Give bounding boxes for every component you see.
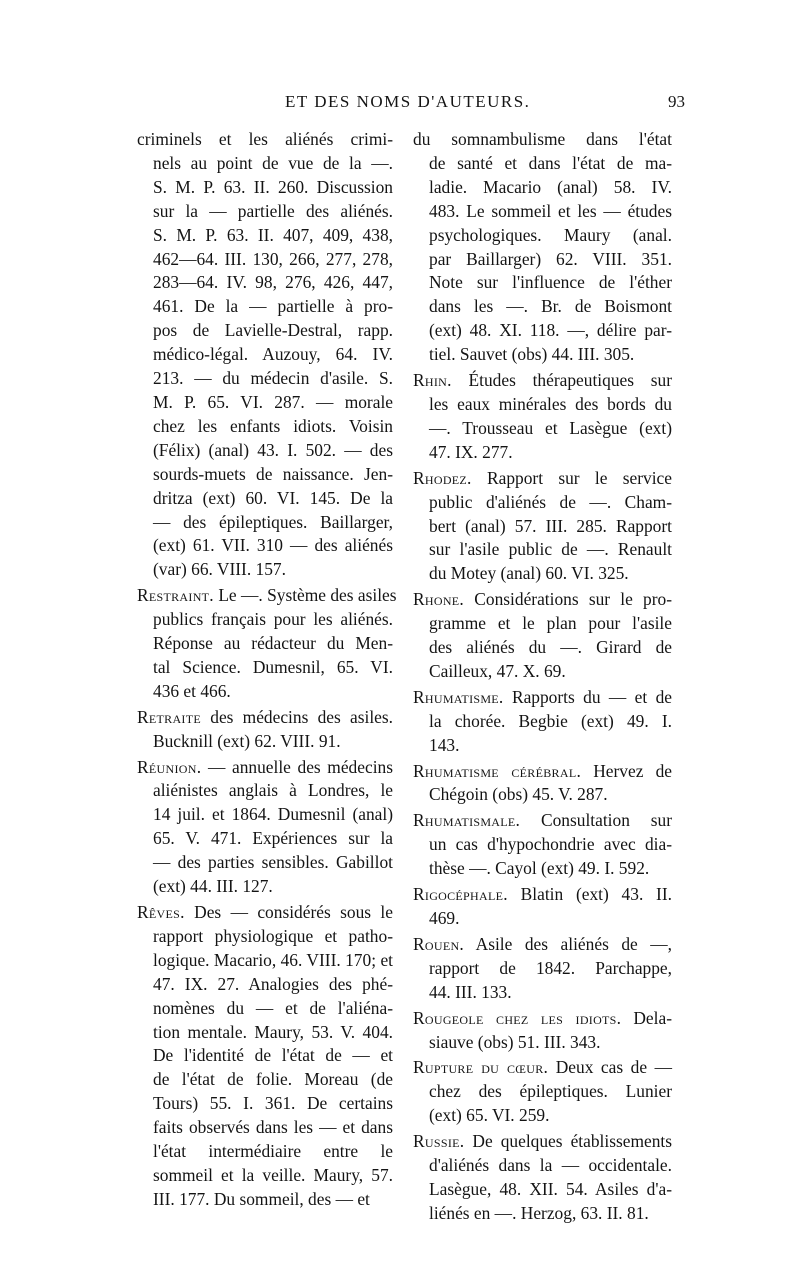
entry-text: 436 et 466. (153, 680, 231, 701)
entry-line (413, 200, 672, 224)
entry-text: (ext) 61. VII. 310 — des aliénés (153, 535, 393, 556)
running-title: ET DES NOMS D'AUTEURS. (285, 92, 531, 111)
entry-line (429, 857, 672, 881)
entry-line (153, 803, 393, 827)
entry-text: —. Trousseau et Lasègue (ext) (429, 417, 672, 438)
entry-text: 283—64. IV. 98, 276, 426, 447, (153, 272, 393, 293)
entry-text: dritza (ext) 60. VI. 145. De la (153, 487, 393, 508)
entry-line (413, 248, 672, 272)
entry-line (429, 393, 672, 417)
entry-text: tion mentale. Maury, 53. V. 404. (153, 1021, 393, 1042)
entry-line (153, 1140, 393, 1164)
entry-text: Bucknill (ext) 62. VIII. 91. (153, 730, 341, 751)
entry-text: un cas d'hypochondrie avec dia- (429, 834, 672, 855)
entry-line (413, 883, 672, 907)
entry-text: d'aliénés dans la — occidentale. (429, 1155, 672, 1176)
entry-line (137, 248, 393, 272)
entry-text: Hervez de (593, 760, 672, 781)
entry-line (429, 441, 672, 465)
entry-line (429, 1202, 672, 1226)
entry-headword: Rhumatismale. (413, 810, 521, 831)
index-entry (413, 686, 672, 758)
entry-text: Rapport sur le service (487, 467, 672, 488)
entry-text: siauve (obs) 51. III. 343. (429, 1031, 601, 1052)
entry-headword: Rhin. (413, 370, 452, 391)
entry-text: M. P. 65. VI. 287. — morale (153, 391, 393, 412)
entry-line (137, 176, 393, 200)
entry-line (137, 271, 393, 295)
entry-line (153, 949, 393, 973)
entry-line (413, 760, 672, 784)
entry-line (429, 981, 672, 1005)
entry-text: sur la — partielle des aliénés. (153, 200, 393, 221)
entry-headword: Restraint. (137, 585, 214, 606)
entry-headword: Rupture du cœur. (413, 1057, 549, 1078)
entry-line (413, 319, 672, 343)
entry-line (153, 1021, 393, 1045)
entry-text: (var) 66. VIII. 157. (153, 559, 286, 580)
entry-text: de l'état de folie. Moreau (de (153, 1069, 393, 1090)
entry-headword: Rigocéphale. (413, 884, 508, 905)
entry-line (153, 973, 393, 997)
index-entry-continued (137, 128, 393, 582)
index-entry (413, 1130, 672, 1226)
entry-line (137, 487, 393, 511)
entry-text: Études thérapeutiques sur (468, 370, 672, 391)
entry-text: nomènes du — et de l'aliéna- (153, 997, 393, 1018)
index-entry (413, 588, 672, 684)
entry-line (153, 1116, 393, 1140)
entry-text: 462—64. III. 130, 266, 277, 278, (153, 248, 393, 269)
entry-text: du Motey (anal) 60. VI. 325. (429, 563, 629, 584)
entry-line (137, 391, 393, 415)
entry-headword: Rêves. (137, 902, 185, 922)
entry-line (137, 534, 393, 558)
entry-text: criminels et les aliénés crimi- (137, 129, 393, 149)
entry-text: Tours) 55. I. 361. De certains (153, 1093, 393, 1114)
entry-text: des médecins des asiles. (210, 706, 393, 727)
entry-line (137, 901, 393, 925)
index-entry (413, 809, 672, 881)
entry-line (413, 295, 672, 319)
entry-line (137, 367, 393, 391)
entry-line (153, 925, 393, 949)
entry-line (413, 271, 672, 295)
entry-text: logique. Macario, 46. VIII. 170; et (153, 949, 393, 970)
entry-headword: Rhodez. (413, 467, 472, 488)
entry-line (153, 608, 393, 632)
entry-line (137, 200, 393, 224)
index-entry (413, 760, 672, 808)
entry-text: Lasègue, 48. XII. 54. Asiles d'a- (429, 1178, 672, 1199)
entry-line (413, 176, 672, 200)
entry-text: la chorée. Begbie (ext) 49. I. (429, 710, 672, 731)
entry-text: 461. De la — partielle à pro- (153, 296, 393, 317)
entry-text: De l'identité de l'état de — et (153, 1045, 393, 1066)
entry-text: psychologiques. Maury (anal. (429, 224, 672, 245)
entry-headword: Rhumatisme. (413, 686, 504, 707)
entry-line (429, 636, 672, 660)
entry-line (137, 439, 393, 463)
entry-line (153, 779, 393, 803)
entry-text: pos de Lavielle-Destral, rapp. (153, 320, 393, 341)
index-entry (413, 933, 672, 1005)
entry-headword: Retraite (137, 706, 201, 727)
index-entry (137, 584, 397, 704)
entry-text: gramme et le plan pour l'asile (429, 613, 672, 634)
entry-text: sur l'asile public de —. Renault (429, 539, 672, 560)
entry-line (413, 369, 672, 393)
entry-line (429, 515, 672, 539)
entry-text: 213. — du médecin d'asile. S. (153, 368, 393, 389)
entry-line (137, 128, 393, 152)
entry-text: — des parties sensibles. Gabillot (153, 852, 393, 873)
entry-text: S. M. P. 63. II. 260. Discussion (153, 176, 393, 197)
entry-line (153, 875, 393, 899)
entry-line (429, 710, 672, 734)
entry-text: Consultation sur (541, 810, 672, 831)
entry-text: rapport de 1842. Parchappe, (429, 957, 672, 978)
entry-line (137, 584, 397, 608)
entry-text: tiel. Sauvet (obs) 44. III. 305. (429, 344, 635, 365)
entry-text: tal Science. Dumesnil, 65. VI. (153, 656, 393, 677)
entry-line (429, 833, 672, 857)
entry-text: Note sur l'influence de l'éther (429, 272, 672, 293)
entry-line (153, 1044, 393, 1068)
entry-text: De quelques établissements (472, 1131, 672, 1152)
entry-line (429, 660, 672, 684)
index-entry (413, 467, 672, 587)
index-entry (137, 901, 393, 1212)
entry-text: rapport physiologique et patho- (153, 925, 393, 946)
entry-headword: Rougeole chez les idiots. (413, 1007, 622, 1028)
entry-line (429, 538, 672, 562)
entry-line (429, 1104, 672, 1128)
entry-text: faits observés dans les — et dans (153, 1117, 393, 1138)
entry-line (413, 1007, 672, 1031)
entry-text: chez les enfants idiots. Voisin (153, 415, 393, 436)
entry-line (413, 152, 672, 176)
entry-line (137, 152, 393, 176)
entry-line (153, 1092, 393, 1116)
entry-line (137, 224, 393, 248)
entry-text: Asile des aliénés de —, (475, 933, 673, 954)
entry-text: 14 juil. et 1864. Dumesnil (anal) (153, 804, 393, 825)
entry-headword: Réunion. (137, 756, 202, 777)
entry-text: les eaux minérales des bords du (429, 393, 672, 414)
entry-text: Blatin (ext) 43. II. (520, 884, 672, 905)
entry-line (429, 612, 672, 636)
index-entry (413, 1007, 672, 1055)
entry-line (153, 827, 393, 851)
index-entry-continued (413, 128, 672, 367)
entry-text: des aliénés du —. Girard de (429, 637, 672, 658)
entry-line (429, 1080, 672, 1104)
entry-text: (ext) 48. XI. 118. —, délire par- (429, 320, 672, 341)
entry-text: sommeil et la veille. Maury, 57. (153, 1164, 393, 1185)
entry-text: 47. IX. 277. (429, 441, 513, 462)
entry-line (413, 686, 672, 710)
entry-text: Considérations sur le pro- (474, 589, 672, 610)
running-head (120, 92, 685, 116)
entry-text: Dela- (633, 1007, 672, 1028)
entry-line (153, 1188, 393, 1212)
page-number: 93 (668, 92, 685, 111)
entry-text: 483. Le sommeil et les — études (429, 200, 672, 221)
entry-line (137, 415, 393, 439)
entry-line (153, 1068, 393, 1092)
entry-headword: Rouen. (413, 933, 465, 954)
index-entry (137, 756, 393, 899)
entry-text: Deux cas de — (555, 1057, 672, 1078)
entry-line (137, 295, 393, 319)
entry-line (413, 1056, 672, 1080)
entry-text: médico-légal. Auzouy, 64. IV. (153, 344, 393, 365)
entry-line (137, 558, 393, 582)
entry-text: liénés en —. Herzog, 63. II. 81. (429, 1202, 649, 1223)
entry-text: 44. III. 133. (429, 981, 512, 1002)
entry-line (429, 734, 672, 758)
entry-line (413, 809, 672, 833)
entry-text: l'état intermédiaire entre le (153, 1141, 393, 1162)
entry-line (153, 851, 393, 875)
entry-text: publics français pour les aliénés. (153, 609, 393, 630)
entry-text: Des — considérés sous le (194, 902, 393, 922)
entry-text: Cailleux, 47. X. 69. (429, 660, 566, 681)
entry-line (429, 491, 672, 515)
entry-line (153, 632, 393, 656)
entry-text: 143. (429, 734, 460, 755)
entry-line (137, 463, 393, 487)
entry-line (137, 756, 393, 780)
entry-headword: Rhone. (413, 589, 465, 610)
entry-text: Chégoin (obs) 45. V. 287. (429, 784, 608, 805)
entry-line (153, 1164, 393, 1188)
entry-line (137, 706, 393, 730)
entry-line (413, 224, 672, 248)
entry-line (137, 511, 393, 535)
entry-text: public d'aliénés de —. Cham- (429, 491, 672, 512)
entry-line (153, 680, 393, 704)
entry-text: dans les —. Br. de Boismont (429, 296, 672, 317)
entry-line (413, 1130, 672, 1154)
entry-text: aliénistes anglais à Londres, le (153, 780, 393, 801)
right-column (413, 128, 672, 1228)
index-entry (413, 883, 672, 931)
entry-line (153, 730, 393, 754)
entry-text: ladie. Macario (anal) 58. IV. (429, 176, 672, 197)
entry-line (429, 1031, 672, 1055)
entry-text: du somnambulisme dans l'état (413, 129, 672, 149)
entry-text: thèse —. Cayol (ext) 49. I. 592. (429, 858, 650, 879)
entry-text: (ext) 44. III. 127. (153, 876, 273, 897)
entry-text: de santé et dans l'état de ma- (429, 152, 672, 173)
entry-text: chez des épileptiques. Lunier (429, 1081, 672, 1102)
entry-line (429, 957, 672, 981)
entry-line (429, 562, 672, 586)
entry-text: bert (anal) 57. III. 285. Rapport (429, 515, 672, 536)
left-column (137, 128, 397, 1214)
entry-text: Le —. Système des asiles (218, 585, 397, 606)
entry-line (153, 656, 393, 680)
entry-text: (ext) 65. VI. 259. (429, 1105, 550, 1126)
entry-headword: Rhumatisme cérébral. (413, 760, 582, 781)
entry-text: Rapports du — et de (511, 686, 672, 707)
entry-text: (Félix) (anal) 43. I. 502. — des (153, 439, 393, 460)
entry-text: — annuelle des médecins (207, 756, 393, 777)
entry-text: 469. (429, 908, 460, 928)
entry-line (413, 467, 672, 491)
entry-text: par Baillarger) 62. VIII. 351. (429, 248, 672, 269)
entry-line (413, 933, 673, 957)
entry-line (429, 783, 672, 807)
entry-text: S. M. P. 63. II. 407, 409, 438, (153, 224, 393, 245)
entry-line (413, 128, 672, 152)
index-entry (413, 1056, 672, 1128)
index-entry (137, 706, 393, 754)
entry-text: 65. V. 471. Expériences sur la (153, 828, 393, 849)
entry-line (413, 588, 672, 612)
entry-line (429, 1154, 672, 1178)
entry-line (413, 343, 672, 367)
entry-headword: Russie. (413, 1131, 465, 1152)
entry-text: sourds-muets de naissance. Jen- (153, 463, 393, 484)
entry-line (429, 1178, 672, 1202)
entry-line (137, 343, 393, 367)
entry-line (429, 417, 672, 441)
entry-text: 47. IX. 27. Analogies des phé- (153, 973, 393, 994)
entry-line (153, 997, 393, 1021)
entry-text: Réponse au rédacteur du Men- (153, 633, 393, 654)
entry-text: — des épileptiques. Baillarger, (153, 511, 393, 532)
entry-line (137, 319, 393, 343)
entry-line (429, 907, 672, 931)
index-entry (413, 369, 672, 465)
entry-text: nels au point de vue de la —. (153, 152, 393, 173)
entry-text: III. 177. Du sommeil, des — et (153, 1188, 370, 1209)
